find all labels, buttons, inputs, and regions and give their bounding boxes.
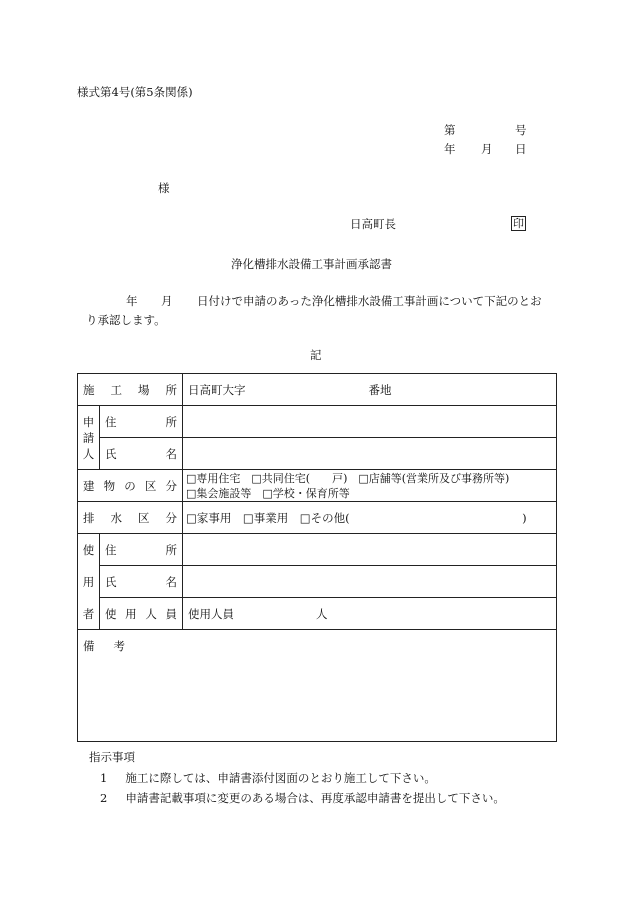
row-user-address xyxy=(78,534,557,566)
site-label: 施 工 場 所 xyxy=(78,374,183,406)
row-drainage-category xyxy=(78,502,557,534)
applicant-name-field[interactable] xyxy=(183,438,557,470)
building-category-label: 建 物 の 区 分 xyxy=(78,470,183,502)
body-year: 年 xyxy=(126,294,138,308)
applicant-address-label: 住 所 xyxy=(100,406,183,438)
body-line-2: り承認します。 xyxy=(86,313,166,327)
instructions-heading: 指示事項 xyxy=(89,750,135,764)
user-name-field[interactable] xyxy=(183,566,557,598)
applicant-group-label: 申 請 人 xyxy=(78,406,100,470)
user-count-label: 使 用 人 員 xyxy=(100,598,183,630)
remarks-label: 備 考 xyxy=(83,639,125,653)
site-value[interactable]: 日高町大字 番地 xyxy=(183,374,557,406)
user-address-label: 住 所 xyxy=(100,534,183,566)
row-remarks xyxy=(78,630,557,742)
addressee-suffix: 様 xyxy=(158,181,170,195)
user-group-label: 使 用 者 xyxy=(78,534,100,630)
remarks-field[interactable] xyxy=(78,630,557,742)
form-number: 様式第4号(第5条関係) xyxy=(77,85,193,99)
applicant-address-field[interactable] xyxy=(183,406,557,438)
user-name-label: 氏 名 xyxy=(100,566,183,598)
building-category-options[interactable]: □専用住宅 □共同住宅( 戸) □店舗等(営業所及び事務所等) □集会施設等 □学校・保育所等 xyxy=(183,470,557,502)
issuer: 日高町長 xyxy=(350,217,396,231)
user-count-field[interactable]: 使用人員 人 xyxy=(183,598,557,630)
applicant-name-label: 氏 名 xyxy=(100,438,183,470)
row-user-count xyxy=(78,598,557,630)
row-applicant-address xyxy=(78,406,557,438)
seal-mark xyxy=(511,216,526,231)
doc-number-prefix: 第 xyxy=(444,123,456,137)
doc-number-suffix: 号 xyxy=(515,123,527,137)
row-construction-site xyxy=(78,374,557,406)
row-building-category xyxy=(78,470,557,502)
user-address-field[interactable] xyxy=(183,534,557,566)
drainage-category-label: 排 水 区 分 xyxy=(78,502,183,534)
body-line-1: 日付けで申請のあった浄化槽排水設備工事計画について下記のとお xyxy=(197,294,542,308)
body-month: 月 xyxy=(161,294,173,308)
approval-table xyxy=(77,373,557,742)
date-day: 日 xyxy=(515,142,527,156)
ki-label: 記 xyxy=(310,348,322,362)
document-title: 浄化槽排水設備工事計画承認書 xyxy=(231,257,392,271)
instruction-item-2: 2 申請書記載事項に変更のある場合は、再度承認申請書を提出して下さい。 xyxy=(100,791,505,805)
date-month: 月 xyxy=(481,142,493,156)
date-year: 年 xyxy=(444,142,456,156)
drainage-category-options[interactable]: □家事用 □事業用 □その他( ) xyxy=(183,502,557,534)
row-applicant-name xyxy=(78,438,557,470)
seal-icon: 印 xyxy=(513,217,524,230)
instruction-item-1: 1 施工に際しては、申請書添付図面のとおり施工して下さい。 xyxy=(100,771,436,785)
row-user-name xyxy=(78,566,557,598)
